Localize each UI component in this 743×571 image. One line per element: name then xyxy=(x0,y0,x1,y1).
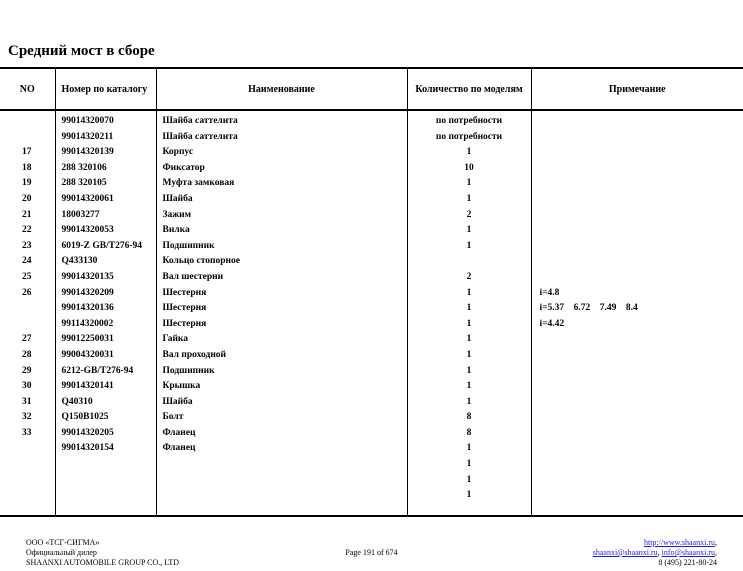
website-link[interactable]: http://www.shaanxi.ru xyxy=(643,538,715,547)
cell-part-name: Шайба xyxy=(156,395,407,411)
cell-part-name xyxy=(156,457,407,473)
cell-catalog-number: 288 320105 xyxy=(55,176,156,192)
cell-no: 24 xyxy=(22,256,32,267)
cell-note xyxy=(531,254,743,270)
cell-no: 18 xyxy=(22,162,32,173)
cell-quantity: 1 xyxy=(407,192,531,208)
table-header-row xyxy=(0,68,743,110)
table-row xyxy=(0,441,743,457)
table-row xyxy=(0,223,743,239)
cell-part-name: Фланец xyxy=(156,441,407,457)
cell-note: i=4.42 xyxy=(531,317,743,333)
cell-catalog-number: 99014320070 xyxy=(55,114,156,130)
cell-part-name: Шайба xyxy=(156,192,407,208)
header-no: NO xyxy=(0,68,55,110)
table-row xyxy=(0,488,743,504)
cell-note xyxy=(531,239,743,255)
cell-note xyxy=(531,441,743,457)
cell-no: 17 xyxy=(22,147,32,158)
cell-note xyxy=(531,145,743,161)
cell-no xyxy=(0,301,55,317)
cell-part-name: Зажим xyxy=(156,208,407,224)
cell-part-name xyxy=(156,473,407,489)
cell-part-name: Корпус xyxy=(156,145,407,161)
cell-quantity: 1 xyxy=(407,286,531,302)
cell-catalog-number: 99114320002 xyxy=(55,317,156,333)
parts-table xyxy=(0,67,743,517)
table-row xyxy=(0,473,743,489)
cell-catalog-number: 99014320061 xyxy=(55,192,156,208)
header-name: Наименование xyxy=(156,68,407,110)
cell-catalog-number: 99004320031 xyxy=(55,348,156,364)
table-row xyxy=(0,114,743,130)
cell-no: 19 xyxy=(22,178,32,189)
cell-no: 23 xyxy=(22,240,32,251)
cell-quantity: 1 xyxy=(407,332,531,348)
cell-quantity: 8 xyxy=(407,426,531,442)
cell-no xyxy=(0,114,55,130)
cell-quantity: 1 xyxy=(407,364,531,380)
cell-catalog-number: 99014320209 xyxy=(55,286,156,302)
cell-note xyxy=(531,176,743,192)
cell-quantity: по потребности xyxy=(407,130,531,146)
cell-catalog-number: 99012250031 xyxy=(55,332,156,348)
cell-note xyxy=(531,208,743,224)
table-row xyxy=(0,410,743,426)
cell-no xyxy=(0,441,55,457)
cell-note xyxy=(531,130,743,146)
cell-part-name: Подшипник xyxy=(156,364,407,380)
cell-part-name: Шестерня xyxy=(156,317,407,333)
table-row xyxy=(0,254,743,270)
table-row xyxy=(0,161,743,177)
cell-quantity: 1 xyxy=(407,317,531,333)
table-row xyxy=(0,348,743,364)
cell-quantity: 2 xyxy=(407,270,531,286)
table-row xyxy=(0,317,743,333)
cell-part-name: Вилка xyxy=(156,223,407,239)
table-row xyxy=(0,239,743,255)
table-body xyxy=(0,110,743,516)
cell-catalog-number: 99014320139 xyxy=(55,145,156,161)
cell-part-name xyxy=(156,488,407,504)
cell-catalog-number: Q433130 xyxy=(55,254,156,270)
table-row xyxy=(0,332,743,348)
cell-note: i=5.37 6.72 7.49 8.4 xyxy=(531,301,743,317)
cell-catalog-number: 99014320136 xyxy=(55,301,156,317)
cell-catalog-number: Q40310 xyxy=(55,395,156,411)
cell-quantity: 1 xyxy=(407,145,531,161)
table-row xyxy=(0,301,743,317)
cell-quantity: 1 xyxy=(407,488,531,504)
cell-no: 21 xyxy=(22,209,32,220)
cell-catalog-number: 99014320053 xyxy=(55,223,156,239)
header-note: Примечание xyxy=(531,68,743,110)
cell-quantity: 1 xyxy=(407,379,531,395)
cell-no xyxy=(0,473,55,489)
footer-group: SHAANXI AUTOMOBILE GROUP CO., LTD xyxy=(26,558,180,567)
header-catalog: Номер по каталогу xyxy=(55,68,156,110)
cell-catalog-number: 18003277 xyxy=(55,208,156,224)
table-row xyxy=(0,364,743,380)
footer-contacts: http://www.shaanxi.ru, shaanxi@shaanxi.ru, info@shaanxi.ru, 8 (495) 221-80-24 xyxy=(592,538,717,567)
footer-company: ООО «ТСГ-СИГМА» xyxy=(26,538,100,547)
cell-no: 28 xyxy=(22,349,32,360)
cell-no: 30 xyxy=(22,381,32,392)
cell-part-name: Вал шестерни xyxy=(156,270,407,286)
cell-part-name: Фланец xyxy=(156,426,407,442)
cell-quantity: 1 xyxy=(407,301,531,317)
cell-catalog-number: Q150B1025 xyxy=(55,410,156,426)
cell-quantity: 1 xyxy=(407,457,531,473)
cell-no: 22 xyxy=(22,225,32,236)
cell-no xyxy=(0,130,55,146)
cell-catalog-number: 99014320154 xyxy=(55,441,156,457)
cell-no: 20 xyxy=(22,193,32,204)
cell-note xyxy=(531,348,743,364)
cell-note xyxy=(531,379,743,395)
table-row xyxy=(0,270,743,286)
page-title: Средний мост в сборе xyxy=(8,43,155,59)
cell-no xyxy=(0,488,55,504)
table-row xyxy=(0,208,743,224)
cell-part-name: Шайба саттелита xyxy=(156,130,407,146)
cell-note xyxy=(531,364,743,380)
cell-catalog-number: 99014320211 xyxy=(55,130,156,146)
cell-quantity: 1 xyxy=(407,239,531,255)
cell-no: 33 xyxy=(22,427,32,438)
table-row xyxy=(0,145,743,161)
cell-quantity xyxy=(407,254,531,270)
cell-catalog-number: 99014320141 xyxy=(55,379,156,395)
cell-note xyxy=(531,270,743,286)
table-end-row xyxy=(0,504,743,516)
cell-no: 32 xyxy=(22,412,32,423)
cell-quantity: 2 xyxy=(407,208,531,224)
cell-note xyxy=(531,223,743,239)
cell-quantity: 1 xyxy=(407,176,531,192)
page-number: Page 191 of 674 xyxy=(345,548,398,557)
cell-catalog-number: 6019-Z GB/T276-94 xyxy=(55,239,156,255)
cell-part-name: Гайка xyxy=(156,332,407,348)
cell-catalog-number xyxy=(55,473,156,489)
table-row xyxy=(0,395,743,411)
cell-catalog-number: 288 320106 xyxy=(55,161,156,177)
cell-quantity: 8 xyxy=(407,410,531,426)
cell-quantity: по потребности xyxy=(407,114,531,130)
cell-no: 31 xyxy=(22,396,32,407)
table-row xyxy=(0,379,743,395)
cell-no: 25 xyxy=(22,271,32,282)
cell-quantity: 1 xyxy=(407,223,531,239)
cell-note xyxy=(531,457,743,473)
cell-note xyxy=(531,395,743,411)
cell-no: 26 xyxy=(22,287,32,298)
cell-quantity: 1 xyxy=(407,473,531,489)
cell-catalog-number: 6212-GB/T276-94 xyxy=(55,364,156,380)
cell-no: 29 xyxy=(22,365,32,376)
cell-part-name: Шестерня xyxy=(156,286,407,302)
cell-no xyxy=(0,317,55,333)
cell-catalog-number xyxy=(55,488,156,504)
cell-note xyxy=(531,332,743,348)
table-row xyxy=(0,457,743,473)
cell-part-name: Кольцо стопорное xyxy=(156,254,407,270)
table-row xyxy=(0,130,743,146)
cell-part-name: Крышка xyxy=(156,379,407,395)
cell-note xyxy=(531,114,743,130)
cell-part-name: Муфта замковая xyxy=(156,176,407,192)
table-row xyxy=(0,192,743,208)
cell-note xyxy=(531,192,743,208)
cell-part-name: Вал проходной xyxy=(156,348,407,364)
cell-note xyxy=(531,161,743,177)
cell-part-name: Болт xyxy=(156,410,407,426)
cell-catalog-number: 99014320205 xyxy=(55,426,156,442)
email-link-shaanxi[interactable]: shaanxi@shaanxi.ru xyxy=(592,548,658,557)
cell-catalog-number xyxy=(55,457,156,473)
cell-note xyxy=(531,473,743,489)
header-qty: Количество по моделям xyxy=(407,68,531,110)
footer-phone: 8 (495) 221-80-24 xyxy=(658,558,717,567)
cell-part-name: Шестерня xyxy=(156,301,407,317)
email-link-info[interactable]: info@shaanxi.ru xyxy=(661,548,715,557)
cell-note xyxy=(531,410,743,426)
table-row xyxy=(0,286,743,302)
cell-part-name: Подшипник xyxy=(156,239,407,255)
cell-note xyxy=(531,488,743,504)
cell-part-name: Фиксатор xyxy=(156,161,407,177)
cell-no: 27 xyxy=(22,334,32,345)
cell-quantity: 1 xyxy=(407,395,531,411)
cell-no xyxy=(0,457,55,473)
cell-note: i=4.8 xyxy=(531,286,743,302)
cell-catalog-number: 99014320135 xyxy=(55,270,156,286)
cell-quantity: 10 xyxy=(407,161,531,177)
table-row xyxy=(0,426,743,442)
table-row xyxy=(0,176,743,192)
cell-quantity: 1 xyxy=(407,348,531,364)
cell-quantity: 1 xyxy=(407,441,531,457)
cell-note xyxy=(531,426,743,442)
cell-part-name: Шайба саттелита xyxy=(156,114,407,130)
footer-dealer: Официальный дилер xyxy=(26,548,97,557)
